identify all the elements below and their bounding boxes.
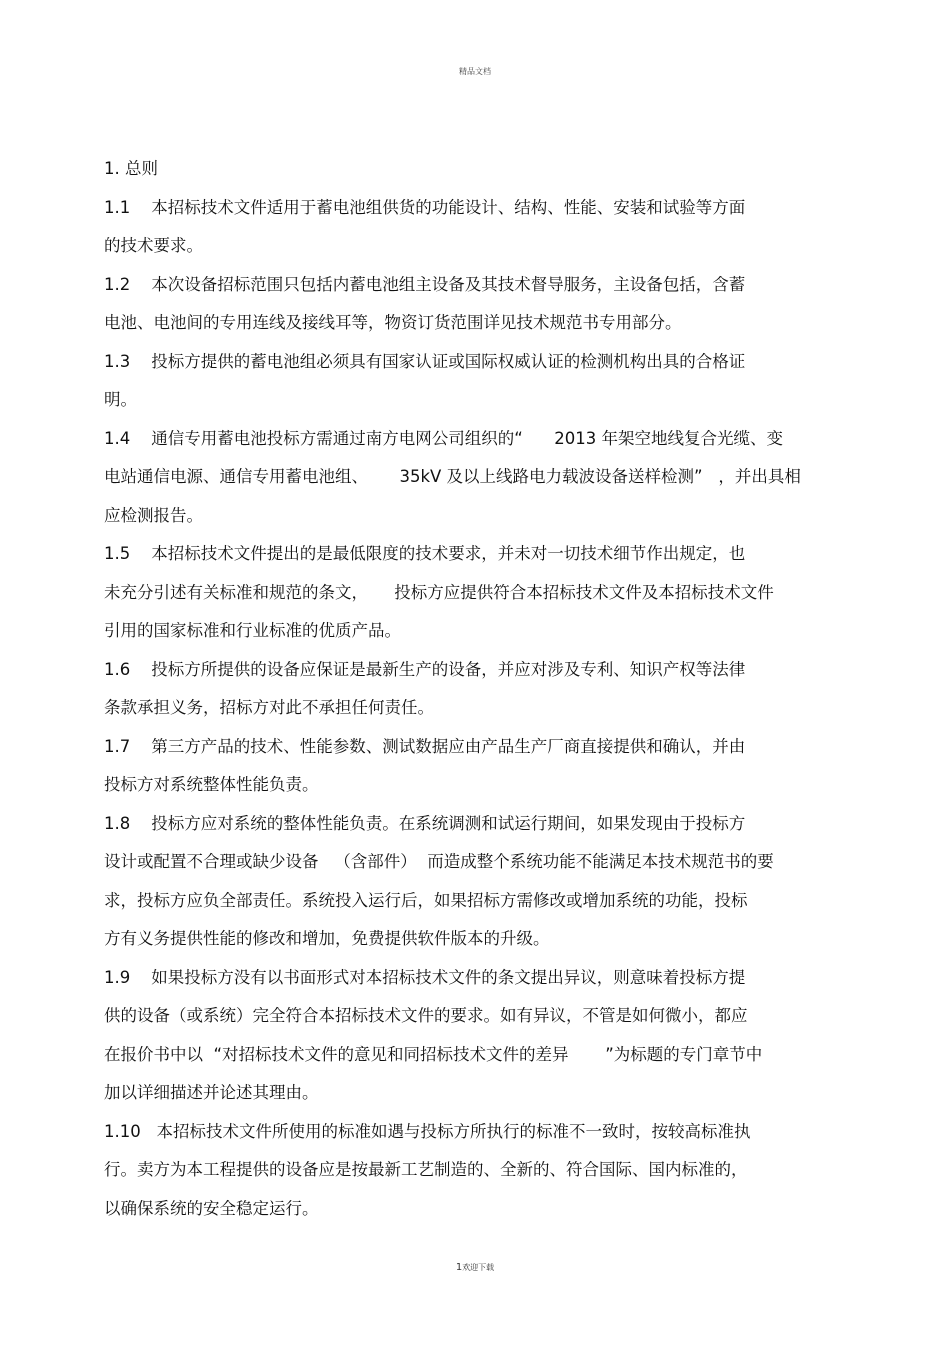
text-line: 1.7 第三方产品的技术、性能参数、测试数据应由产品生产厂商直接提供和确认，并由 (104, 736, 746, 756)
text-line: 1.1 本招标技术文件适用于蓄电池组供货的功能设计、结构、性能、安装和试验等方面 (104, 197, 746, 217)
text-line: 电站通信电源、通信专用蓄电池组、 35kV 及以上线路电力载波设备送样检测” ，并出具相 (104, 467, 801, 486)
text-line: 投标方对系统整体性能负责。 (104, 775, 319, 794)
text-line: 未充分引述有关标准和规范的条文， 投标方应提供符合本招标技术文件及本招标技术文件 (104, 582, 774, 602)
page-footer (0, 1262, 950, 1273)
text-line: 1.9 如果投标方没有以书面形式对本招标技术文件的条文提出异议，则意味着投标方提 (104, 967, 746, 987)
text-line: 1.10 本招标技术文件所使用的标准如遇与投标方所执行的标准不一致时，按较高标准执 (104, 1121, 751, 1141)
text-line: 以确保系统的安全稳定运行。 (104, 1198, 319, 1218)
text-line: 在报价书中以 “对招标技术文件的意见和同招标技术文件的差异 ”为标题的专门章节中 (104, 1044, 763, 1064)
page-header (0, 66, 950, 77)
text-line: 1.8 投标方应对系统的整体性能负责。在系统调测和试运行期间，如果发现由于投标方 (104, 813, 746, 833)
header-text: 精品文档 (459, 67, 491, 76)
text-line: 1.3 投标方提供的蓄电池组必须具有国家认证或国际权威认证的检测机构出具的合格证 (104, 351, 746, 371)
text-line: 加以详细描述并论述其理由。 (104, 1083, 319, 1102)
footer-text: 欢迎下载 (462, 1263, 495, 1272)
text-line: 供的设备（或系统）完全符合本招标技术文件的要求。如有异议，不管是如何微小，都应 (104, 1006, 748, 1025)
text-line: 应检测报告。 (104, 505, 203, 525)
text-line: 1.5 本招标技术文件提出的是最低限度的技术要求，并未对一切技术细节作出规定，也 (104, 544, 746, 563)
text-line: 1. 总则 (104, 159, 158, 178)
text-line: 明。 (104, 390, 137, 409)
text-line: 1.2 本次设备招标范围只包括内蓄电池组主设备及其技术督导服务，主设备包括，含蓄 (104, 274, 746, 294)
text-line: 1.4 通信专用蓄电池投标方需通过南方电网公司组织的“ 2013 年架空地线复合光缆、变 (104, 428, 783, 448)
text-line: 行。卖方为本工程提供的设备应是按最新工艺制造的、全新的、符合国际、国内标准的， (104, 1160, 748, 1179)
text-line: 的技术要求。 (104, 236, 203, 255)
page-number: 1 (455, 1262, 463, 1273)
text-line: 设计或配置不合理或缺少设备 （含部件） 而造成整个系统功能不能满足本技术规范书的要 (104, 852, 774, 871)
text-line: 引用的国家标准和行业标准的优质产品。 (104, 621, 401, 640)
text-line: 条款承担义务，招标方对此不承担任何责任。 (104, 698, 434, 717)
text-line: 方有义务提供性能的修改和增加，免费提供软件版本的升级。 (104, 929, 550, 948)
document-body (104, 150, 844, 1228)
text-line: 求，投标方应负全部责任。系统投入运行后，如果招标方需修改或增加系统的功能，投标 (104, 890, 748, 910)
text-line: 1.6 投标方所提供的设备应保证是最新生产的设备，并应对涉及专利、知识产权等法律 (104, 659, 746, 679)
text-line: 电池、电池间的专用连线及接线耳等，物资订货范围详见技术规范书专用部分。 (104, 313, 682, 332)
